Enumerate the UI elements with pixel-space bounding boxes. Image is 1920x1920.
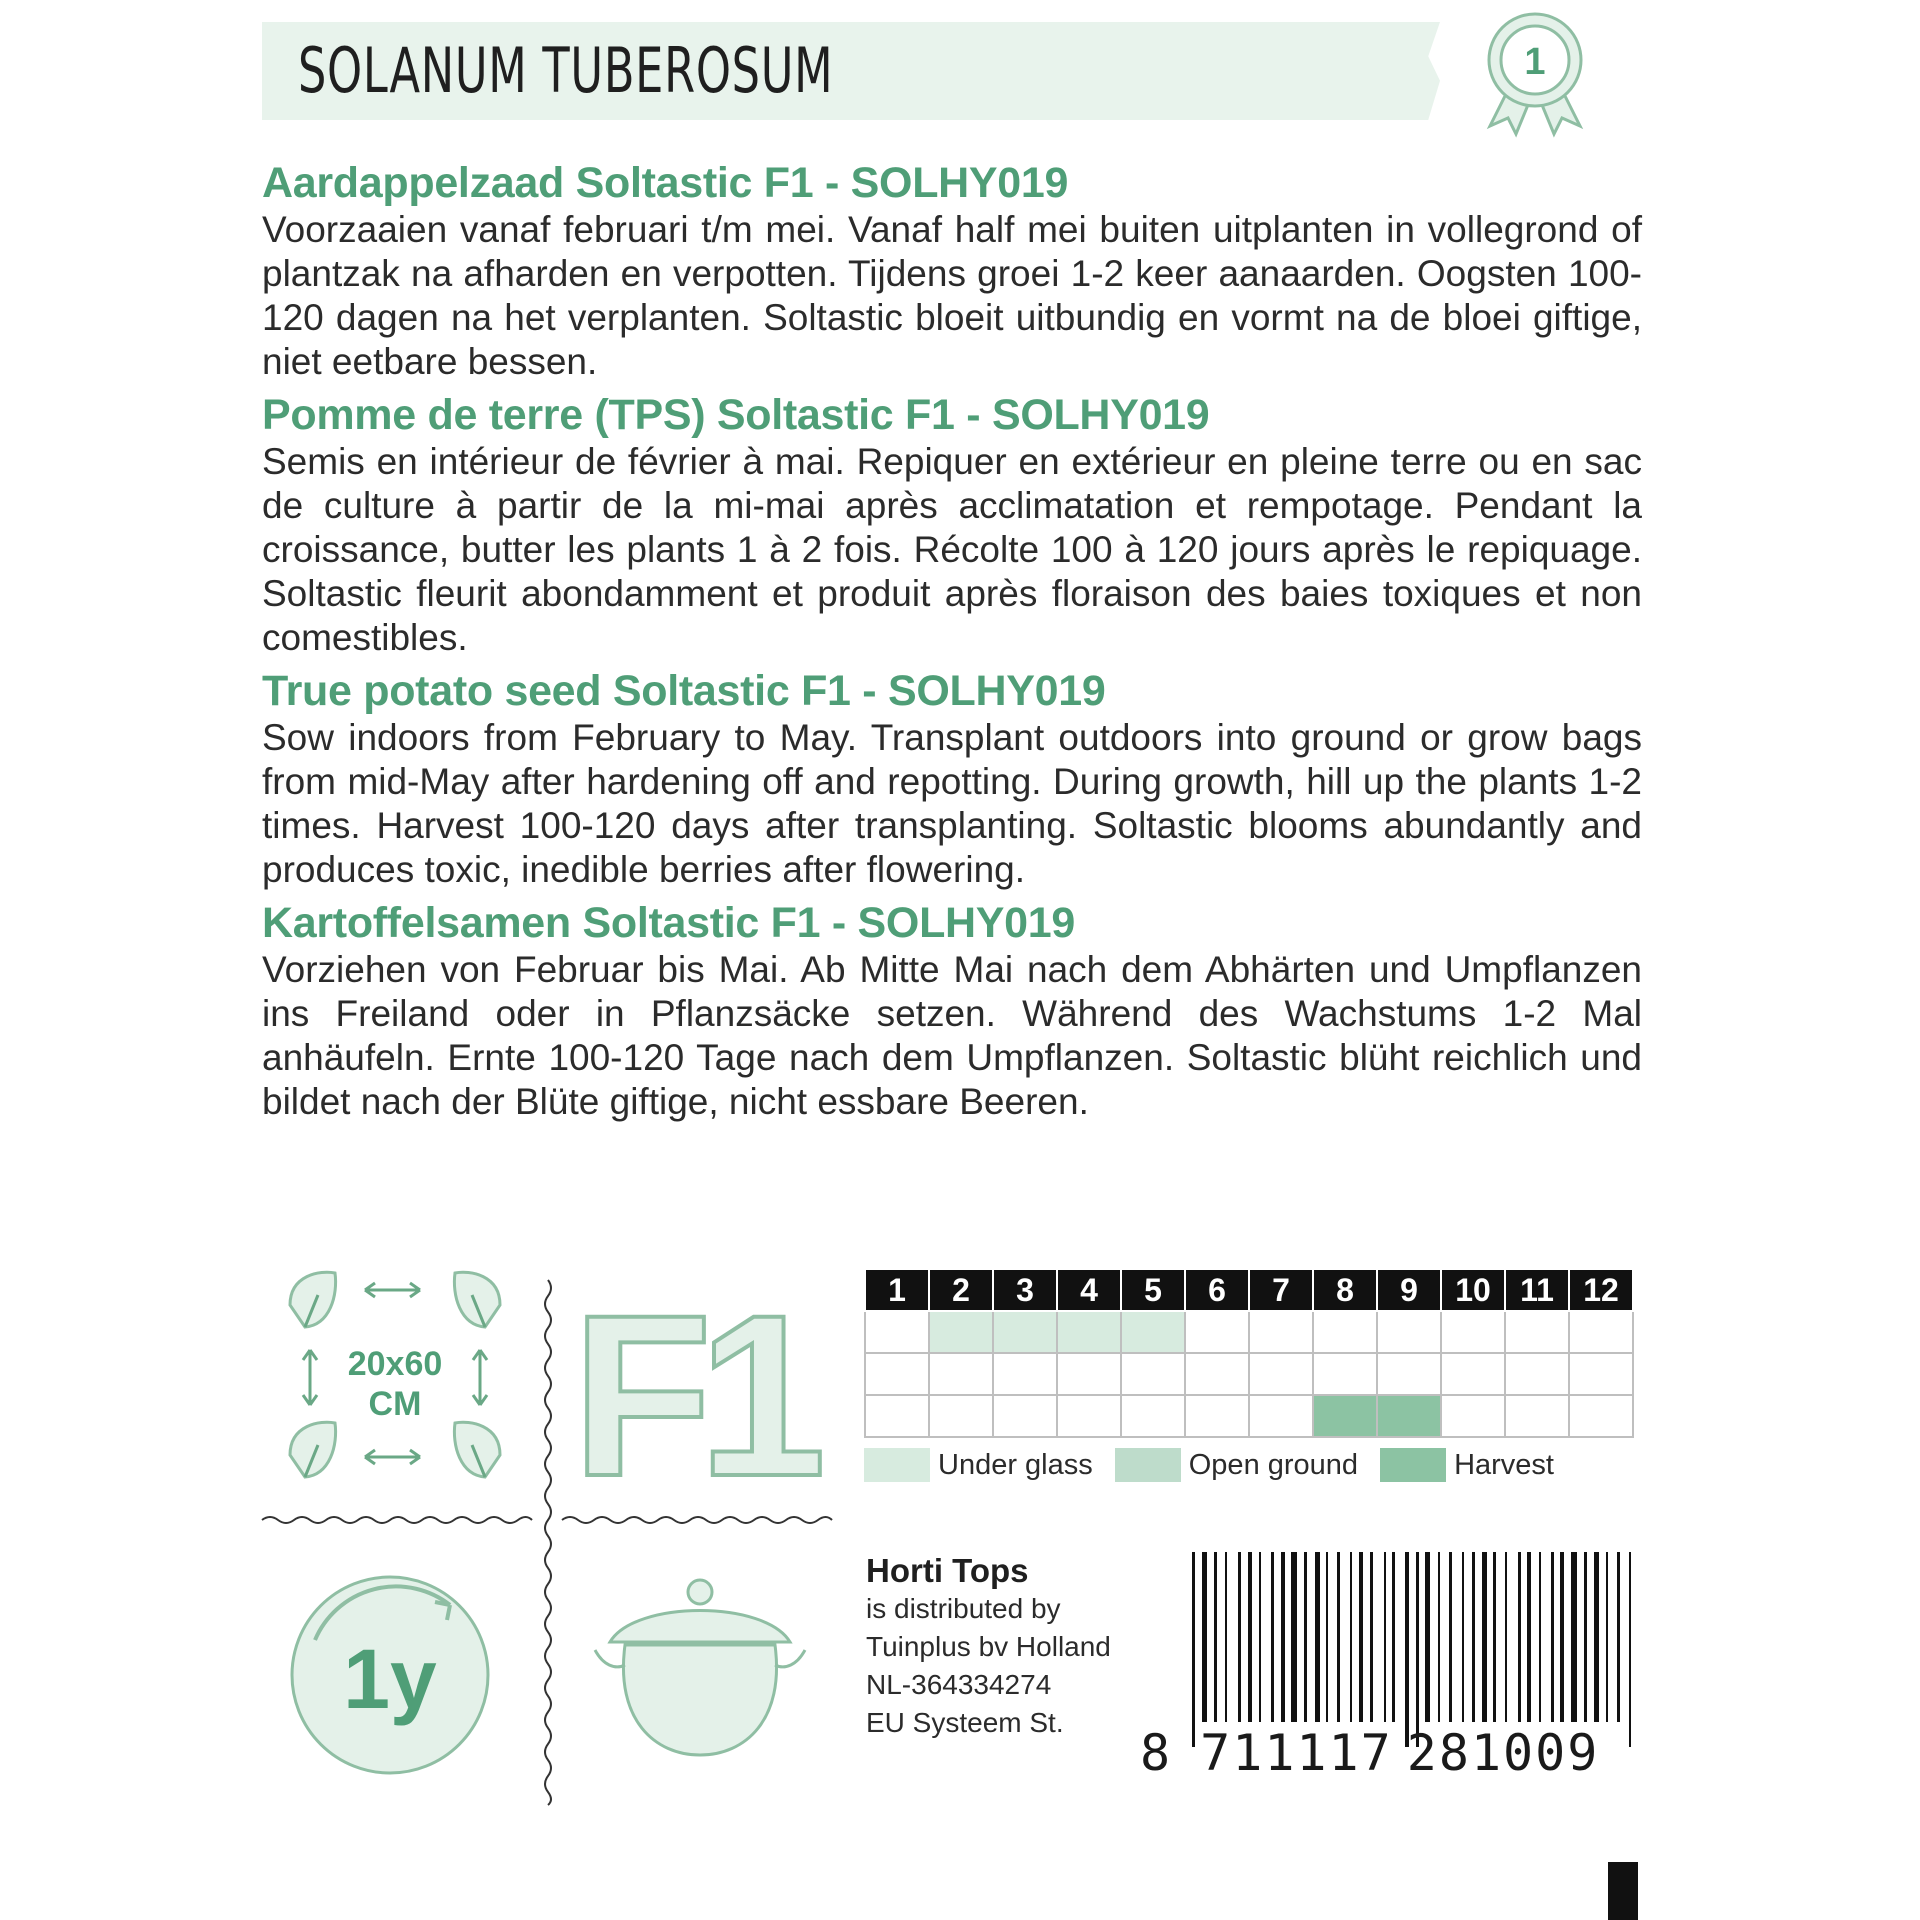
spacing-value: 20x60	[347, 1345, 443, 1383]
calendar-cell	[1569, 1311, 1633, 1353]
calendar-cell	[1313, 1311, 1377, 1353]
calendar-cell	[1057, 1395, 1121, 1437]
distributor-line: NL-364334274	[866, 1669, 1052, 1700]
month-header: 7	[1249, 1269, 1313, 1311]
month-header: 6	[1185, 1269, 1249, 1311]
distributor-line: is distributed by	[866, 1593, 1061, 1624]
barcode-bar	[1384, 1552, 1386, 1722]
month-header: 12	[1569, 1269, 1633, 1311]
section-english	[262, 666, 1642, 892]
barcode-bar	[1192, 1552, 1195, 1747]
sowing-calendar	[864, 1268, 1634, 1438]
calendar-cell	[1377, 1395, 1441, 1437]
instructions-content	[262, 158, 1642, 1130]
barcode-bar	[1392, 1552, 1395, 1722]
calendar-cell	[865, 1395, 929, 1437]
lifespan-label: 1y	[343, 1632, 437, 1726]
barcode-bar	[1571, 1552, 1577, 1722]
badge-number: 1	[1524, 41, 1546, 83]
barcode-bar	[1259, 1552, 1261, 1722]
calendar-cell	[1377, 1311, 1441, 1353]
latin-name-title: SOLANUM TUBEROSUM	[298, 34, 834, 107]
calendar-cell	[929, 1353, 993, 1395]
barcode-bar	[1214, 1552, 1217, 1722]
month-header: 10	[1441, 1269, 1505, 1311]
section-text: Vorziehen von Februar bis Mai. Ab Mitte Mai nach dem Abhärten und Umpflanzen ins Freiland oder in Pflanzsäcke setzen. Während des Wachstums 1-2 Mal anhäufeln. Ernte 100-120 Tage nach dem Umpflanzen. Soltastic blüht reichlich und bildet nach der Blüte giftige, nicht essbare Beeren.	[262, 949, 1642, 1122]
section-french	[262, 390, 1642, 660]
calendar-cell	[1185, 1311, 1249, 1353]
spacing-unit: CM	[368, 1385, 422, 1423]
legend-swatch	[864, 1448, 930, 1482]
legend-swatch	[1380, 1448, 1446, 1482]
month-header: 3	[993, 1269, 1057, 1311]
cooking-pot-icon	[585, 1570, 815, 1770]
month-header: 4	[1057, 1269, 1121, 1311]
distributor-line: EU Systeem St.	[866, 1707, 1064, 1738]
horizontal-wavy-divider	[262, 1510, 532, 1530]
section-german	[262, 898, 1642, 1124]
calendar-month-header	[865, 1269, 1633, 1311]
legend-swatch	[1115, 1448, 1181, 1482]
calendar-cell	[1441, 1395, 1505, 1437]
calendar-cell	[1249, 1311, 1313, 1353]
month-header: 2	[929, 1269, 993, 1311]
calendar-cell	[1441, 1311, 1505, 1353]
legend-item-harvest	[1380, 1448, 1554, 1482]
barcode-number	[1140, 1724, 1599, 1782]
one-year-cycle-icon	[275, 1560, 505, 1790]
corner-mark	[1608, 1862, 1638, 1920]
calendar-cell	[865, 1311, 929, 1353]
barcode-bar	[1370, 1552, 1373, 1722]
barcode-bar	[1271, 1552, 1274, 1722]
section-title: Pomme de terre (TPS) Soltastic F1 - SOLHY019	[262, 391, 1210, 439]
barcode-bar	[1482, 1552, 1487, 1722]
calendar-cell	[1313, 1395, 1377, 1437]
barcode-bars	[1192, 1552, 1638, 1747]
barcode-bar	[1539, 1552, 1541, 1722]
section-text: Semis en intérieur de février à mai. Repiquer en extérieur en pleine terre ou en sac de culture à partir de la mi-mai après acclimatation et rempotage. Pendant la croissance, butter les plants 1 à 2 fois. Récolte 100 à 120 jours après le repiquage. Soltastic fleurit abondamment et produit après floraison des baies toxiques et non comestibles.	[262, 441, 1642, 658]
barcode-right-group: 281009	[1406, 1724, 1600, 1782]
barcode-bar	[1606, 1552, 1608, 1722]
barcode-bar	[1315, 1552, 1320, 1722]
barcode-bar	[1202, 1552, 1207, 1722]
plant-spacing-icon	[280, 1265, 510, 1495]
legend-label: Harvest	[1454, 1448, 1554, 1481]
month-header: 8	[1313, 1269, 1377, 1311]
barcode-bar	[1238, 1552, 1241, 1722]
calendar-cell	[1505, 1353, 1569, 1395]
barcode-bar	[1291, 1552, 1297, 1722]
calendar-cell	[1185, 1353, 1249, 1395]
barcode-bar	[1304, 1552, 1307, 1722]
vertical-wavy-divider	[538, 1280, 558, 1805]
month-header: 1	[865, 1269, 929, 1311]
calendar-cell	[1121, 1353, 1185, 1395]
barcode-bar	[1472, 1552, 1475, 1722]
calendar-cell	[1313, 1353, 1377, 1395]
calendar-legend	[864, 1448, 1554, 1482]
legend-label: Under glass	[938, 1448, 1093, 1481]
barcode-left-group: 711117	[1200, 1724, 1393, 1782]
legend-item-under-glass	[864, 1448, 1093, 1482]
calendar-cell	[1121, 1311, 1185, 1353]
month-header: 9	[1377, 1269, 1441, 1311]
calendar-cell	[1505, 1311, 1569, 1353]
calendar-cell	[1057, 1353, 1121, 1395]
calendar-row-harvest	[865, 1395, 1633, 1437]
calendar-cell	[1505, 1395, 1569, 1437]
calendar-row-open-ground	[865, 1353, 1633, 1395]
section-text: Voorzaaien vanaf februari t/m mei. Vanaf half mei buiten uitplanten in vollegrond of plantzak na afharden en verpotten. Tijdens groei 1-2 keer aanaarden. Oogsten 100-120 dagen na het verplanten. Soltastic bloeit uitbundig en vormt na de bloei giftige, niet eetbare bessen.	[262, 209, 1642, 382]
barcode-bar	[1350, 1552, 1352, 1722]
legend-item-open-ground	[1115, 1448, 1358, 1482]
barcode-bar	[1438, 1552, 1440, 1722]
calendar-grid	[864, 1268, 1634, 1438]
calendar-cell	[1441, 1353, 1505, 1395]
ean-barcode	[1140, 1552, 1640, 1782]
calendar-cell	[993, 1311, 1057, 1353]
month-header: 11	[1505, 1269, 1569, 1311]
barcode-bar	[1359, 1552, 1363, 1722]
barcode-bar	[1462, 1552, 1464, 1722]
barcode-bar	[1594, 1552, 1599, 1722]
barcode-bar	[1225, 1552, 1227, 1722]
calendar-cell	[929, 1311, 993, 1353]
calendar-cell	[993, 1395, 1057, 1437]
barcode-bar	[1248, 1552, 1252, 1722]
barcode-first-digit: 8	[1140, 1724, 1171, 1782]
barcode-bar	[1281, 1552, 1285, 1722]
f1-hybrid-icon	[571, 1267, 813, 1524]
barcode-bar	[1617, 1552, 1620, 1722]
calendar-cell	[865, 1353, 929, 1395]
award-ribbon-icon	[1480, 8, 1590, 138]
barcode-bar	[1551, 1552, 1554, 1722]
f1-label: F1	[571, 1267, 813, 1524]
barcode-bar	[1449, 1552, 1452, 1722]
calendar-cell	[1249, 1395, 1313, 1437]
section-text: Sow indoors from February to May. Transplant outdoors into ground or grow bags from mid-May after hardening off and repotting. During growth, hill up the plants 1-2 times. Harvest 100-120 days after transplanting. Soltastic blooms abundantly and produces toxic, inedible berries after flowering.	[262, 717, 1642, 890]
section-dutch	[262, 158, 1642, 384]
barcode-bar	[1337, 1552, 1340, 1722]
calendar-cell	[993, 1353, 1057, 1395]
distributor-line: Tuinplus bv Holland	[866, 1631, 1111, 1662]
section-title: Kartoffelsamen Soltastic F1 - SOLHY019	[262, 899, 1076, 947]
barcode-bar	[1527, 1552, 1531, 1722]
calendar-row-under-glass	[865, 1311, 1633, 1353]
barcode-bar	[1425, 1552, 1430, 1722]
brand-name: Horti Tops	[866, 1552, 1029, 1589]
barcode-bar	[1629, 1552, 1631, 1747]
calendar-cell	[1569, 1353, 1633, 1395]
calendar-cell	[1185, 1395, 1249, 1437]
section-title: True potato seed Soltastic F1 - SOLHY019	[262, 667, 1106, 715]
barcode-bar	[1416, 1552, 1419, 1747]
barcode-bar	[1518, 1552, 1521, 1722]
calendar-cell	[1249, 1353, 1313, 1395]
calendar-cell	[1057, 1311, 1121, 1353]
barcode-bar	[1326, 1552, 1328, 1722]
section-title: Aardappelzaad Soltastic F1 - SOLHY019	[262, 159, 1069, 207]
legend-label: Open ground	[1188, 1448, 1359, 1481]
calendar-cell	[1569, 1395, 1633, 1437]
calendar-cell	[1377, 1353, 1441, 1395]
calendar-cell	[929, 1395, 993, 1437]
barcode-bar	[1493, 1552, 1496, 1722]
month-header: 5	[1121, 1269, 1185, 1311]
barcode-bar	[1584, 1552, 1587, 1722]
distributor-info	[866, 1552, 1111, 1742]
barcode-bar	[1405, 1552, 1409, 1747]
barcode-bar	[1505, 1552, 1507, 1722]
barcode-bar	[1560, 1552, 1564, 1722]
calendar-cell	[1121, 1395, 1185, 1437]
